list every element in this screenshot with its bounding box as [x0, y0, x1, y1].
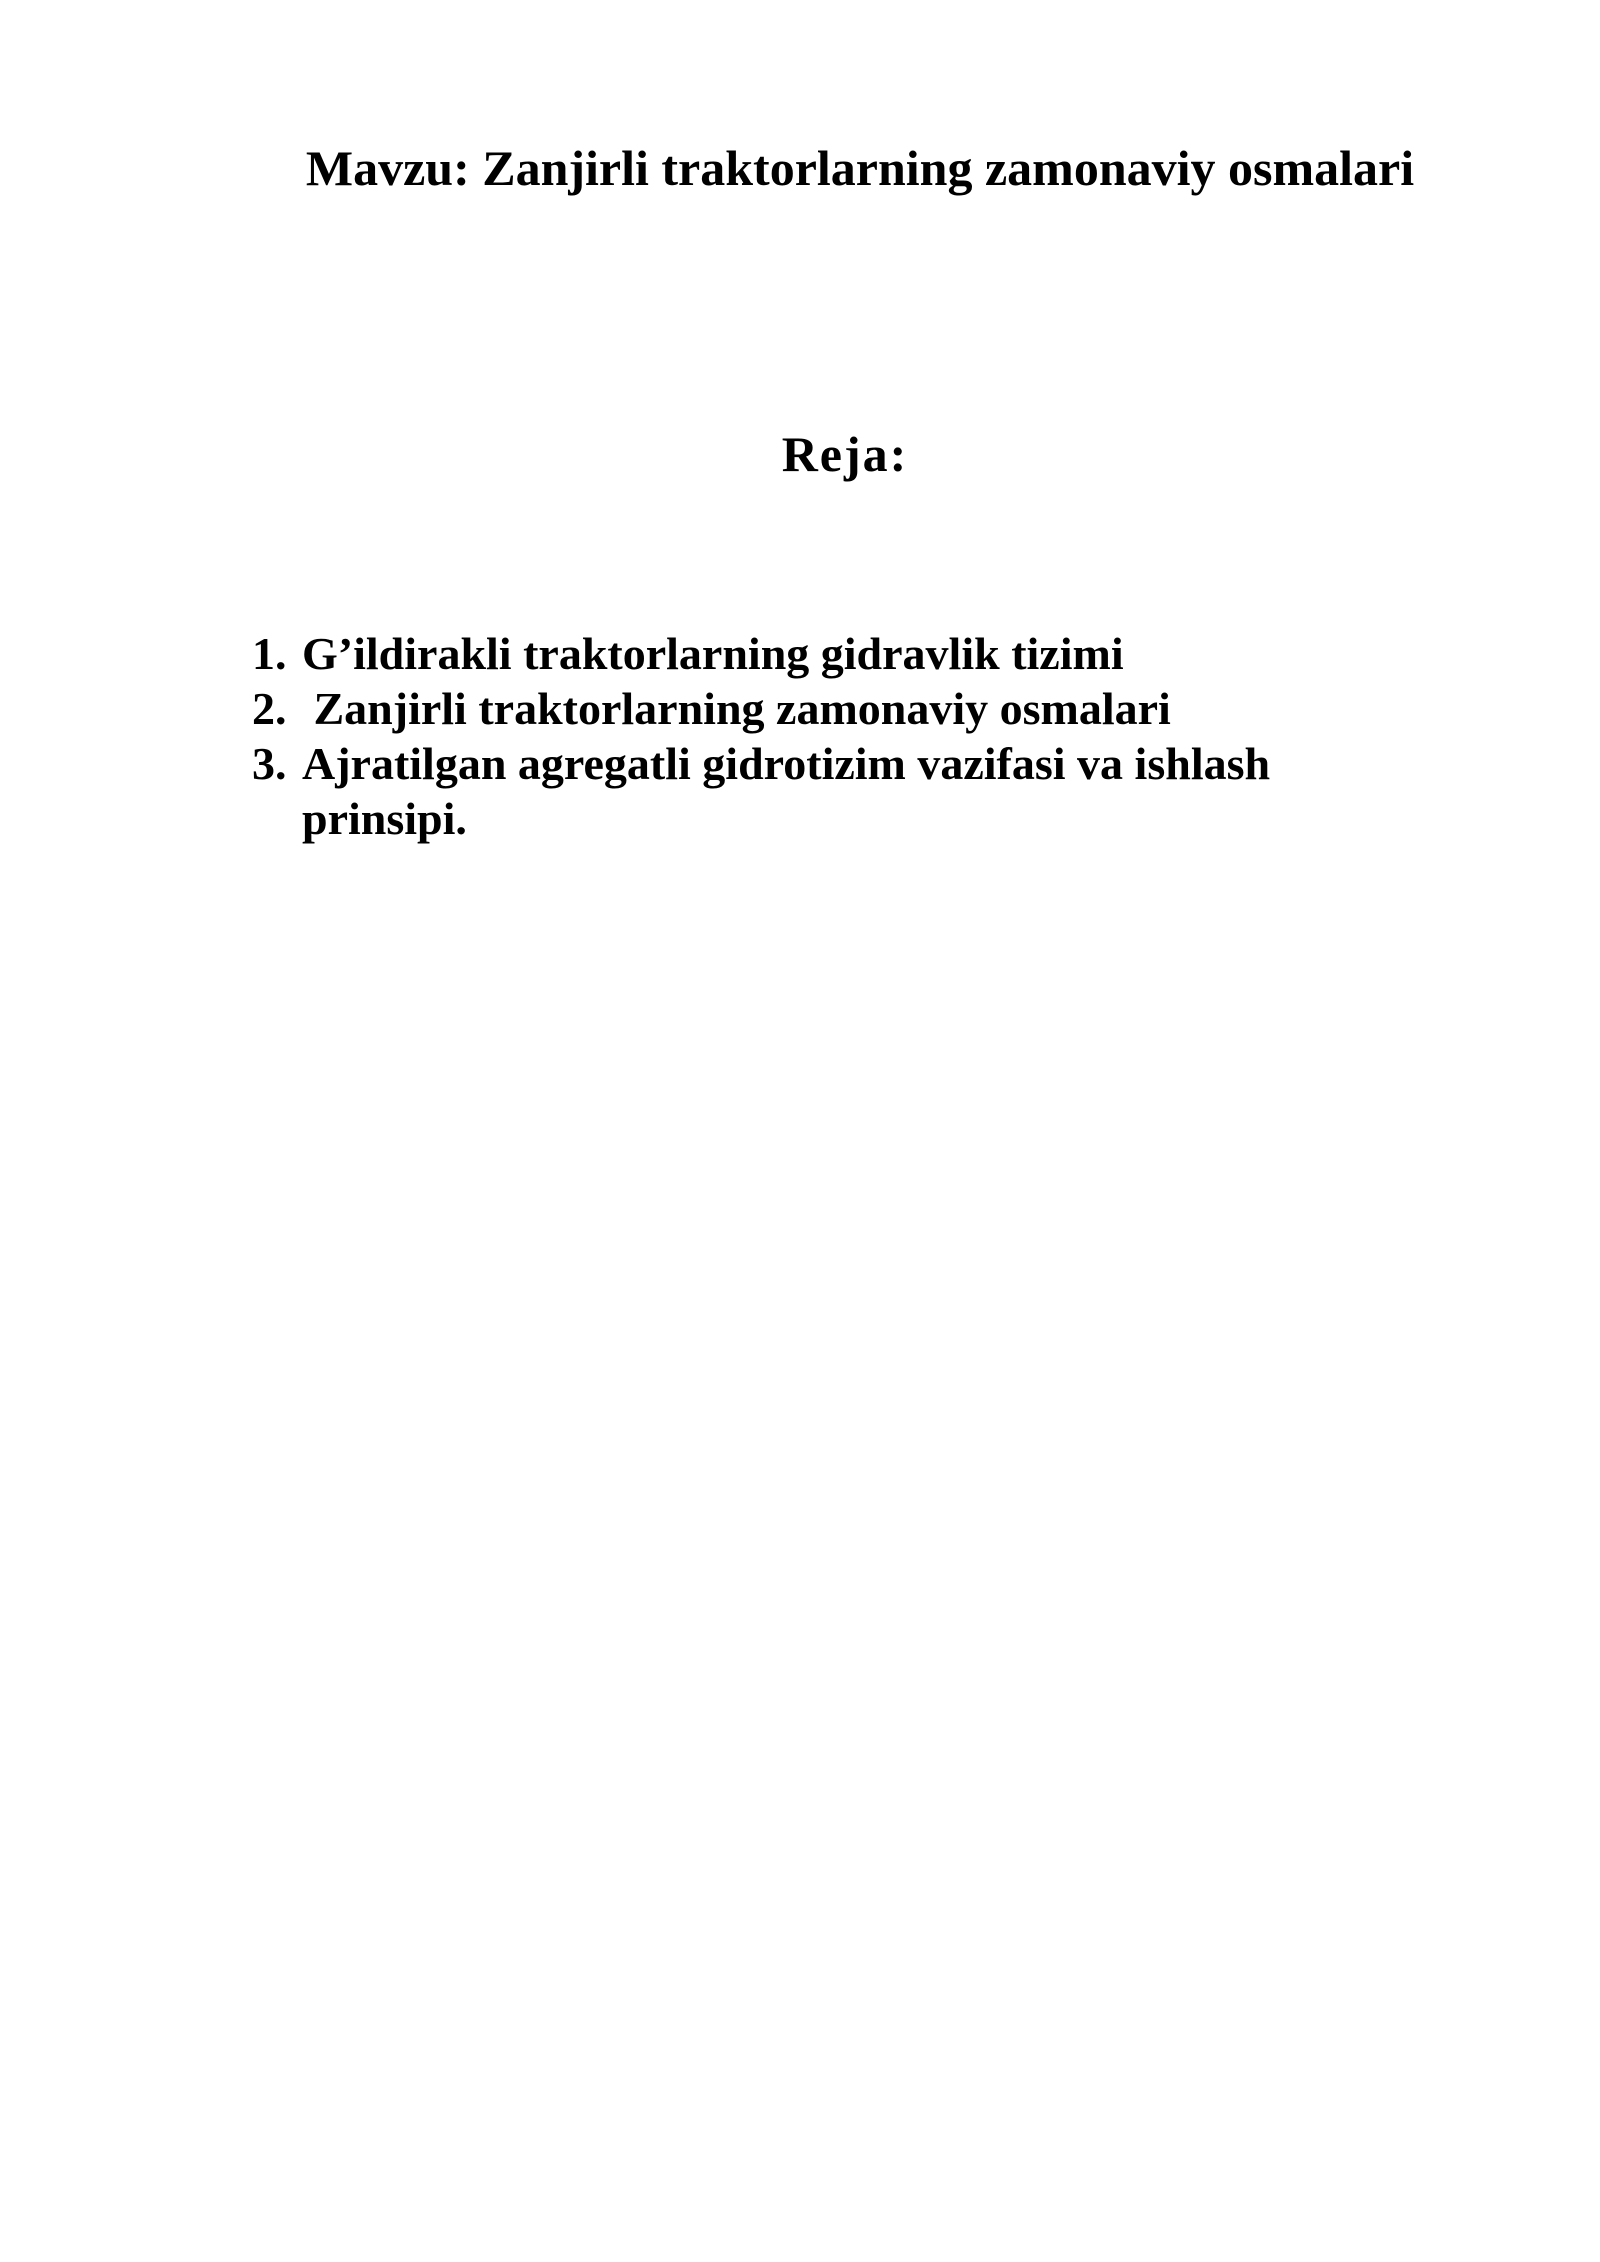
document-title: Mavzu: Zanjirli traktorlarning zamonaviy osmalari — [305, 140, 1415, 196]
plan-item-text: G’ildirakli traktorlarning gidravlik tizimi — [302, 628, 1124, 679]
plan-item-text: Ajratilgan agregatli gidrotizim vazifasi va ishlash prinsipi. — [302, 738, 1282, 844]
plan-item-2 — [252, 681, 1412, 736]
plan-heading: Reja: — [781, 426, 909, 482]
plan-item-number: 3. — [252, 738, 287, 789]
plan-item-1 — [252, 626, 1412, 681]
plan-item-text: Zanjirli traktorlarning zamonaviy osmalari — [302, 683, 1171, 734]
plan-item-3 — [252, 736, 1412, 846]
plan-item-number: 1. — [252, 628, 287, 679]
plan-item-number: 2. — [252, 683, 287, 734]
plan-list — [252, 626, 1412, 846]
